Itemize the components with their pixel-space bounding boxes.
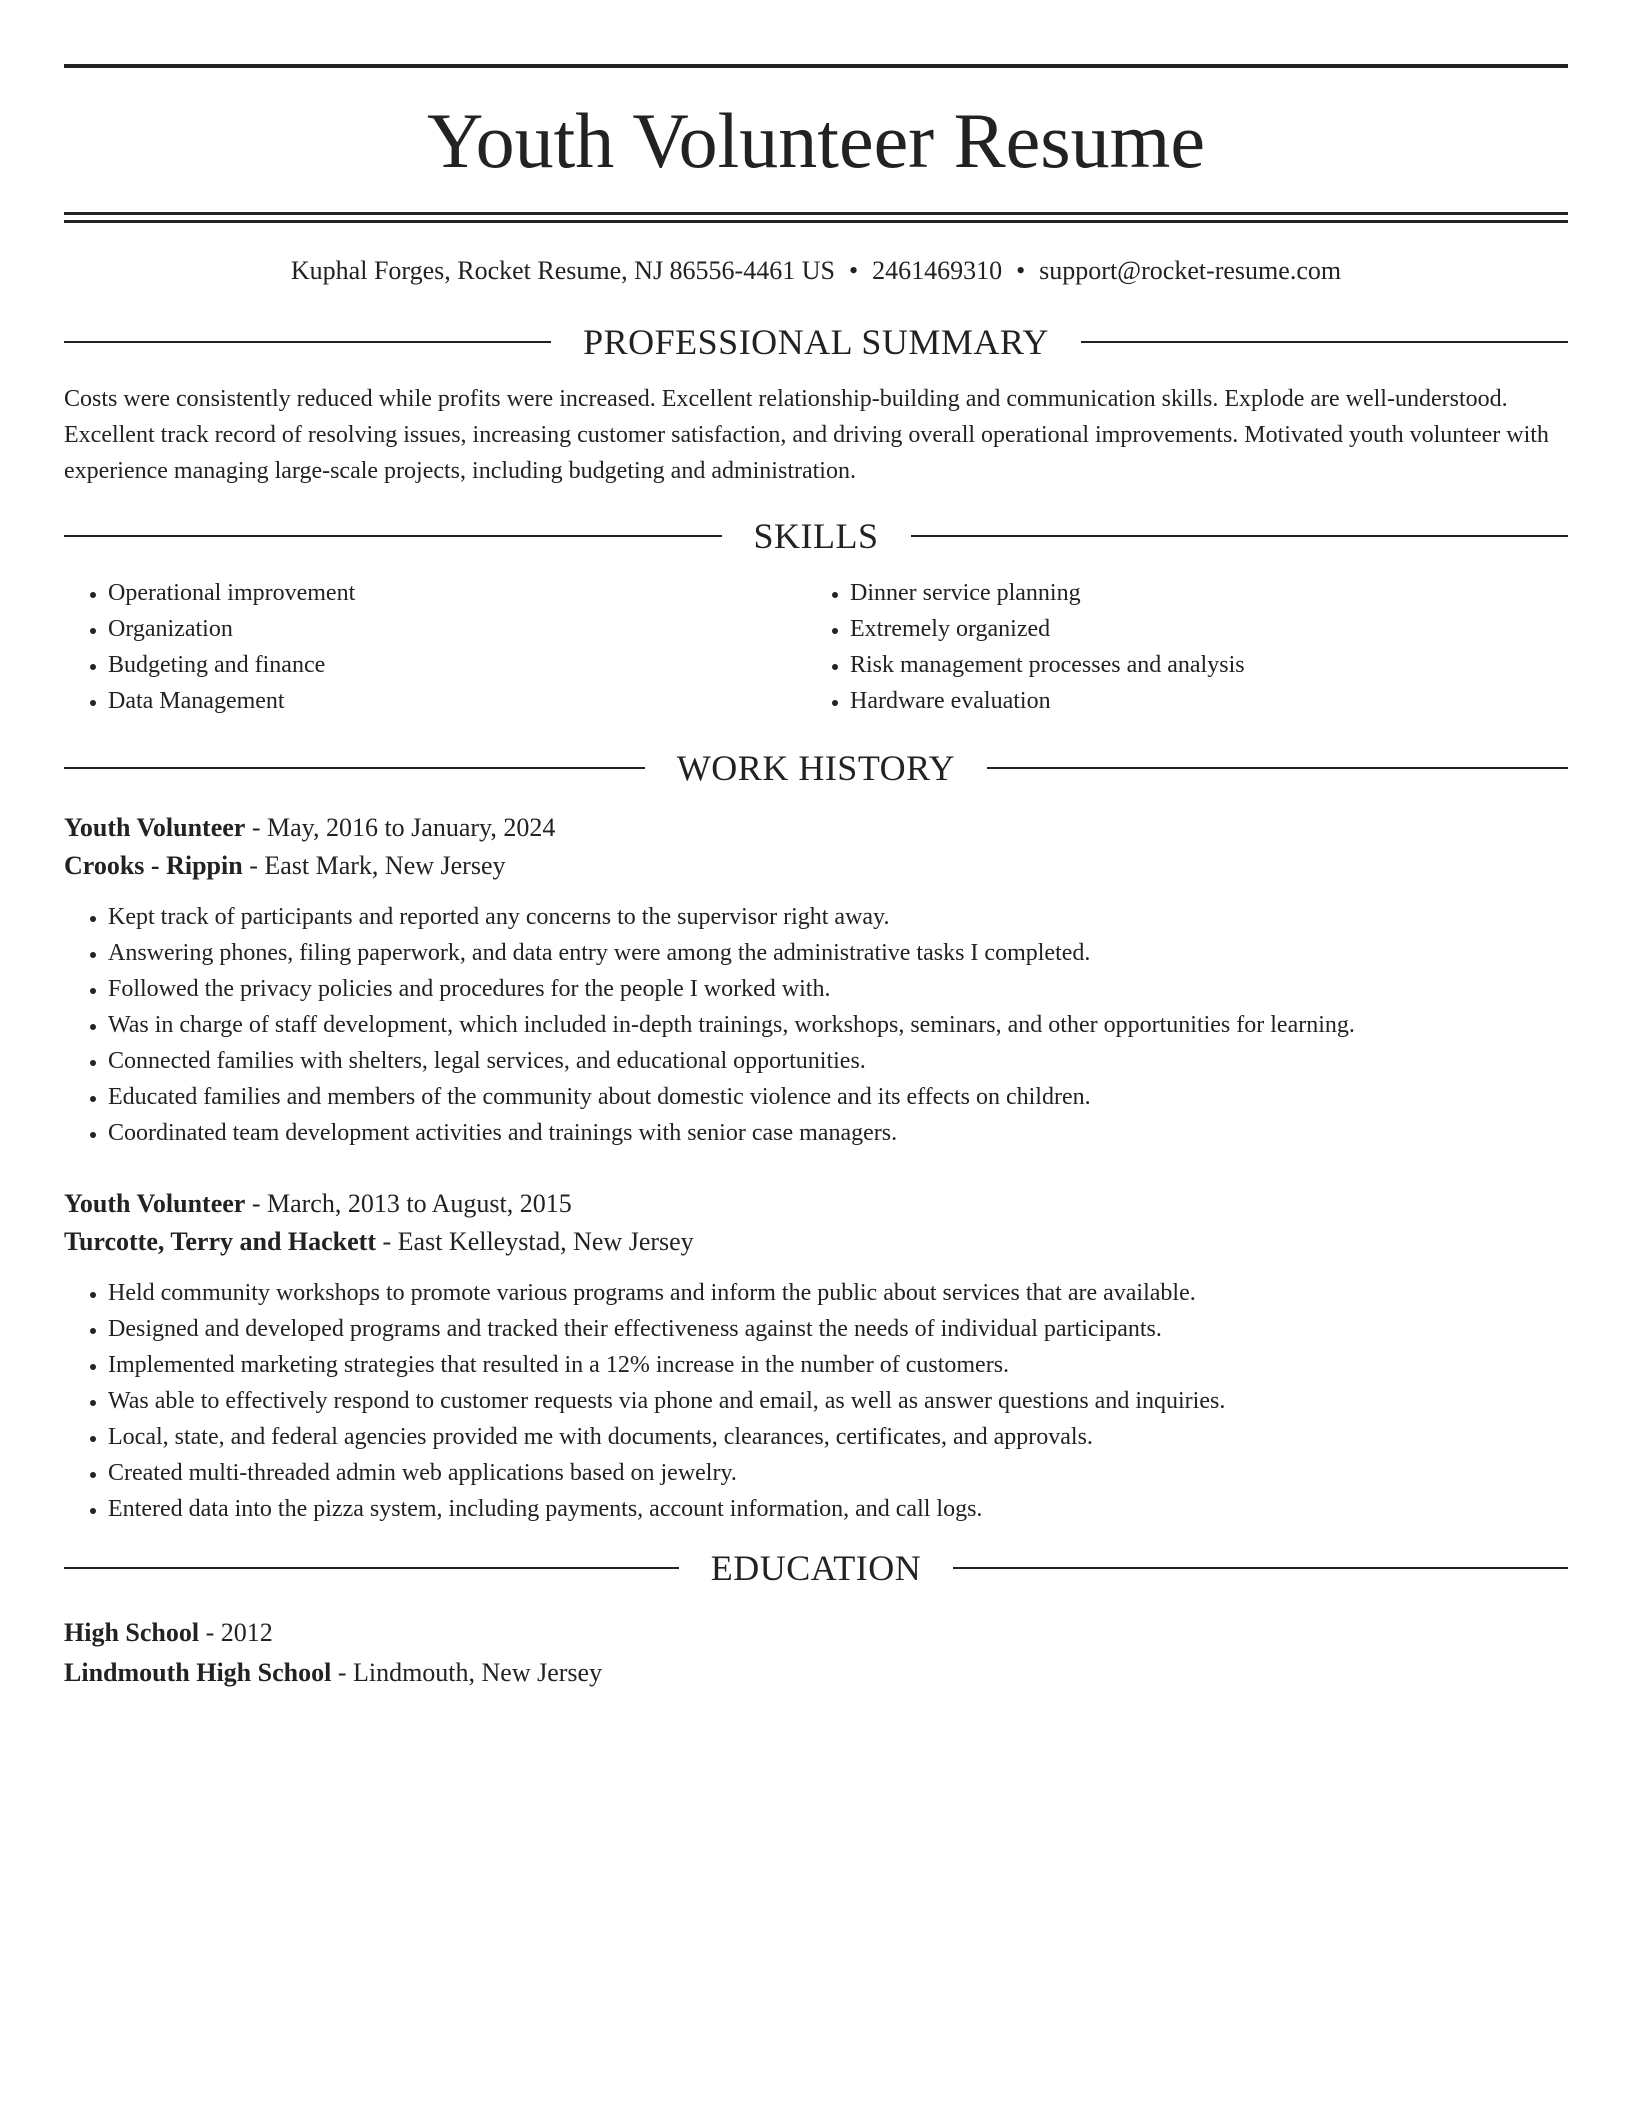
- skill-item: • Budgeting and finance: [108, 647, 806, 683]
- job-location: - East Mark, New Jersey: [242, 851, 506, 880]
- heading-rule-right: [987, 767, 1568, 769]
- contact-separator: •: [848, 256, 859, 285]
- job-bullet: • Entered data into the pizza system, including payments, account information, and call logs.: [108, 1491, 1568, 1527]
- work-heading: [64, 747, 1568, 789]
- job-bullet: • Kept track of participants and reported any concerns to the supervisor right away.: [108, 899, 1568, 935]
- job-entry: [64, 809, 1568, 1151]
- education-heading: [64, 1547, 1568, 1589]
- skills-heading: [64, 515, 1568, 557]
- job-company: Turcotte, Terry and Hackett: [64, 1227, 376, 1256]
- job-bullet: • Coordinated team development activities and trainings with senior case managers.: [108, 1115, 1568, 1151]
- skills-heading-label: SKILLS: [753, 516, 879, 556]
- education-school-line: [64, 1653, 1568, 1693]
- job-company-line: [64, 847, 1568, 885]
- job-company-line: [64, 1223, 1568, 1261]
- job-bullet: • Implemented marketing strategies that resulted in a 12% increase in the number of customers.: [108, 1347, 1568, 1383]
- job-bullet: • Followed the privacy policies and procedures for the people I worked with.: [108, 971, 1568, 1007]
- contact-separator: •: [1016, 256, 1026, 285]
- job-bullets: [64, 899, 1568, 1151]
- heading-rule-left: [64, 341, 551, 343]
- skill-item: • Organization: [108, 611, 806, 647]
- summary-heading: [64, 321, 1568, 363]
- resume-title: Youth Volunteer Resume: [427, 97, 1205, 184]
- job-bullet: • Local, state, and federal agencies provided me with documents, clearances, certificates, and approvals.: [108, 1419, 1568, 1455]
- top-rule: [64, 64, 1568, 68]
- job-dates: - March, 2013 to August, 2015: [245, 1189, 572, 1218]
- education-school: Lindmouth High School: [64, 1658, 332, 1687]
- education-location: - Lindmouth, New Jersey: [331, 1658, 603, 1687]
- job-bullet: • Held community workshops to promote various programs and inform the public about services that are available.: [108, 1275, 1568, 1311]
- job-title-line: [64, 1185, 1568, 1223]
- job-company: Crooks - Rippin: [64, 851, 243, 880]
- skills-column-right: [806, 575, 1568, 719]
- skill-item: • Risk management processes and analysis: [850, 647, 1568, 683]
- job-bullet: • Was in charge of staff development, which included in-depth trainings, workshops, seminars, and other opportunities for learning.: [108, 1007, 1568, 1043]
- job-bullet: • Was able to effectively respond to customer requests via phone and email, as well as answer questions and inquiries.: [108, 1383, 1568, 1419]
- job-dates: - May, 2016 to January, 2024: [245, 813, 556, 842]
- contact-address: Kuphal Forges, Rocket Resume, NJ 86556-4461 US: [290, 256, 835, 285]
- resume-page: [64, 64, 1568, 1693]
- education-year: - 2012: [199, 1618, 273, 1647]
- job-title: Youth Volunteer: [64, 813, 246, 842]
- heading-rule-right: [911, 535, 1569, 537]
- job-title: Youth Volunteer: [64, 1189, 246, 1218]
- heading-rule-right: [953, 1567, 1568, 1569]
- contact-phone: 2461469310: [872, 256, 1003, 285]
- heading-rule-left: [64, 1567, 679, 1569]
- work-heading-label: WORK HISTORY: [676, 748, 956, 788]
- summary-text: Costs were consistently reduced while profits were increased. Excellent relationship-building and communication skills. Explode are well-understood. Excellent track record of resolving issues, increasing customer satisfaction, and driving overall operational improvements. Motivated youth volunteer with experience managing large-scale projects, including budgeting and administration.: [64, 386, 1549, 484]
- job-bullet: • Designed and developed programs and tracked their effectiveness against the needs of individual participants.: [108, 1311, 1568, 1347]
- title-double-rule: [64, 212, 1568, 223]
- contact-line: [64, 255, 1568, 287]
- job-bullet: • Answering phones, filing paperwork, and data entry were among the administrative tasks I completed.: [108, 935, 1568, 971]
- skills-column-left: [64, 575, 806, 719]
- education-entry: [64, 1613, 1568, 1693]
- skill-item: • Operational improvement: [108, 575, 806, 611]
- contact-email: support@rocket-resume.com: [1039, 256, 1342, 285]
- summary-heading-label: PROFESSIONAL SUMMARY: [583, 322, 1049, 362]
- job-bullet: • Created multi-threaded admin web applications based on jewelry.: [108, 1455, 1568, 1491]
- job-bullet: • Educated families and members of the community about domestic violence and its effects on children.: [108, 1079, 1568, 1115]
- job-bullets: [64, 1275, 1568, 1527]
- job-title-line: [64, 809, 1568, 847]
- education-heading-label: EDUCATION: [710, 1548, 922, 1588]
- heading-rule-left: [64, 767, 645, 769]
- job-entry: [64, 1185, 1568, 1527]
- skill-item: • Hardware evaluation: [850, 683, 1568, 719]
- heading-rule-right: [1081, 341, 1568, 343]
- education-degree: High School: [64, 1618, 200, 1647]
- heading-rule-left: [64, 535, 722, 537]
- skill-item: • Dinner service planning: [850, 575, 1568, 611]
- skill-item: • Extremely organized: [850, 611, 1568, 647]
- job-bullet: • Connected families with shelters, legal services, and educational opportunities.: [108, 1043, 1568, 1079]
- job-location: - East Kelleystad, New Jersey: [376, 1227, 694, 1256]
- skills-list: [64, 575, 1568, 719]
- skill-item: • Data Management: [108, 683, 806, 719]
- education-degree-line: [64, 1613, 1568, 1653]
